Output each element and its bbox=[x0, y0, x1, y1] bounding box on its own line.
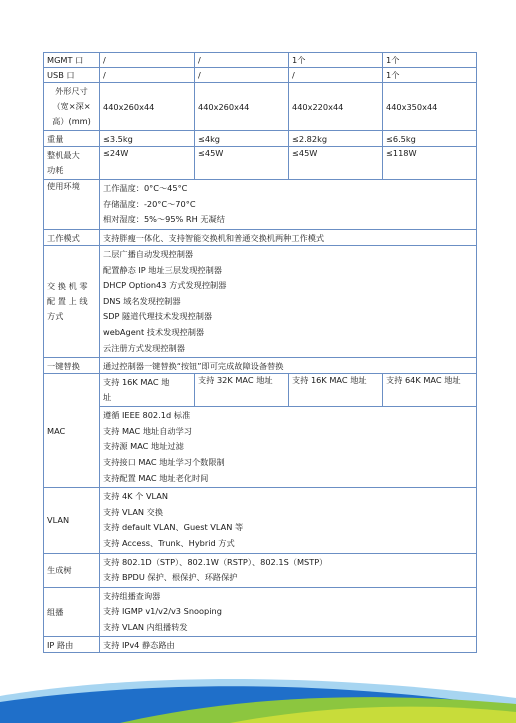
label-line: 外形尺寸 bbox=[55, 86, 88, 96]
cell: / bbox=[100, 53, 195, 68]
label-line: 整机最大 bbox=[47, 150, 80, 160]
row-label: MAC bbox=[44, 374, 100, 488]
cell: / bbox=[195, 68, 289, 83]
footer-swoosh-graphic bbox=[0, 668, 516, 723]
cell: ≤118W bbox=[383, 147, 477, 180]
row-label: 一键替换 bbox=[44, 358, 100, 374]
vlan-line: 支持 VLAN 交换 bbox=[103, 506, 164, 517]
row-weight bbox=[44, 131, 477, 147]
row-label: 生成树 bbox=[44, 553, 100, 587]
row-multicast bbox=[44, 587, 477, 637]
ztp-line: 云注册方式发现控制器 bbox=[103, 342, 185, 353]
cell: 支持 64K MAC 地址 bbox=[383, 374, 477, 407]
cell: 支持 32K MAC 地址 bbox=[195, 374, 289, 407]
row-power bbox=[44, 147, 477, 180]
mac-line: 支持 MAC 地址自动学习 bbox=[103, 425, 192, 436]
vlan-line: 支持 Access、Trunk、Hybrid 方式 bbox=[103, 537, 235, 548]
cell bbox=[100, 553, 477, 587]
row-vlan bbox=[44, 488, 477, 553]
cell: ≤45W bbox=[289, 147, 383, 180]
cell: / bbox=[195, 53, 289, 68]
row-mac-capacity bbox=[44, 374, 477, 407]
cell-line: 支持 16K MAC 地 bbox=[103, 377, 170, 388]
cell: 440x260x44 bbox=[100, 83, 195, 131]
cell: 1个 bbox=[383, 68, 477, 83]
row-label: VLAN bbox=[44, 488, 100, 553]
label-line: 交 换 机 零 bbox=[47, 281, 88, 292]
stp-line: 支持 BPDU 保护、根保护、环路保护 bbox=[103, 572, 238, 583]
cell: ≤6.5kg bbox=[383, 131, 477, 147]
cell: ≤45W bbox=[195, 147, 289, 180]
row-mac-features bbox=[44, 407, 477, 488]
cell: 440x350x44 bbox=[383, 83, 477, 131]
cell: ≤4kg bbox=[195, 131, 289, 147]
row-label bbox=[44, 83, 100, 131]
cell: 1个 bbox=[289, 53, 383, 68]
mcast-line: 支持 VLAN 内组播转发 bbox=[103, 621, 188, 632]
spec-table bbox=[43, 52, 477, 653]
mac-line: 遵循 IEEE 802.1d 标准 bbox=[103, 410, 191, 421]
label-line: 配 置 上 线 bbox=[47, 296, 88, 307]
row-label: 重量 bbox=[44, 131, 100, 147]
row-label: 组播 bbox=[44, 587, 100, 637]
ztp-line: 二层广播自动发现控制器 bbox=[103, 249, 194, 259]
label-line: （宽×深× bbox=[52, 101, 91, 111]
row-label bbox=[44, 147, 100, 180]
row-label: MGMT 口 bbox=[44, 53, 100, 68]
mac-line: 支持接口 MAC 地址学习个数限制 bbox=[103, 456, 225, 467]
cell bbox=[100, 488, 477, 553]
cell: 支持 16K MAC 地址 bbox=[289, 374, 383, 407]
vlan-line: 支持 4K 个 VLAN bbox=[103, 491, 169, 502]
row-dimensions bbox=[44, 83, 477, 131]
row-mgmt bbox=[44, 53, 477, 68]
row-label bbox=[44, 246, 100, 358]
cell: ≤2.82kg bbox=[289, 131, 383, 147]
row-label: 使用环境 bbox=[44, 180, 100, 230]
ztp-line: SDP 隧道代理技术发现控制器 bbox=[103, 311, 213, 322]
cell: ≤24W bbox=[100, 147, 195, 180]
row-label: IP 路由 bbox=[44, 637, 100, 653]
cell: 支持胖瘦一体化、支持智能交换机和普通交换机两种工作模式 bbox=[100, 230, 477, 246]
row-zero-touch bbox=[44, 246, 477, 358]
cell: 440x260x44 bbox=[195, 83, 289, 131]
row-one-key-replace bbox=[44, 358, 477, 374]
mac-line: 支持源 MAC 地址过滤 bbox=[103, 441, 184, 452]
row-spanning-tree bbox=[44, 553, 477, 587]
env-line: 相对湿度：5%～95% RH 无凝结 bbox=[103, 214, 225, 225]
cell: 支持 IPv4 静态路由 bbox=[100, 637, 477, 653]
label-line: 功耗 bbox=[47, 165, 64, 175]
row-usb bbox=[44, 68, 477, 83]
cell bbox=[100, 374, 195, 407]
row-ip-routing bbox=[44, 637, 477, 653]
ztp-line: 配置静态 IP 地址三层发现控制器 bbox=[103, 264, 222, 275]
ztp-line: DHCP Option43 方式发现控制器 bbox=[103, 280, 227, 291]
cell bbox=[100, 180, 477, 230]
env-line: 存储温度：-20°C～70°C bbox=[103, 198, 196, 209]
cell bbox=[100, 587, 477, 637]
cell: / bbox=[100, 68, 195, 83]
cell: 通过控制器一键替换“按钮”即可完成故障设备替换 bbox=[100, 358, 477, 374]
env-line: 工作温度：0°C～45°C bbox=[103, 183, 188, 194]
cell bbox=[100, 407, 477, 488]
row-label: 工作模式 bbox=[44, 230, 100, 246]
label-line: 方式 bbox=[47, 311, 64, 322]
cell bbox=[100, 246, 477, 358]
cell-line: 址 bbox=[103, 392, 112, 403]
row-environment bbox=[44, 180, 477, 230]
stp-line: 支持 802.1D（STP）、802.1W（RSTP）、802.1S（MSTP） bbox=[103, 556, 328, 567]
label-line: 高）(mm) bbox=[52, 116, 91, 126]
row-work-mode bbox=[44, 230, 477, 246]
mcast-line: 支持 IGMP v1/v2/v3 Snooping bbox=[103, 606, 222, 617]
mac-line: 支持配置 MAC 地址老化时间 bbox=[103, 472, 209, 483]
cell: 1个 bbox=[383, 53, 477, 68]
mcast-line: 支持组播查询器 bbox=[103, 590, 161, 601]
row-label: USB 口 bbox=[44, 68, 100, 83]
ztp-line: DNS 域名发现控制器 bbox=[103, 295, 181, 306]
cell: / bbox=[289, 68, 383, 83]
ztp-line: webAgent 技术发现控制器 bbox=[103, 326, 205, 337]
cell: 440x220x44 bbox=[289, 83, 383, 131]
vlan-line: 支持 default VLAN、Guest VLAN 等 bbox=[103, 522, 244, 533]
cell: ≤3.5kg bbox=[100, 131, 195, 147]
